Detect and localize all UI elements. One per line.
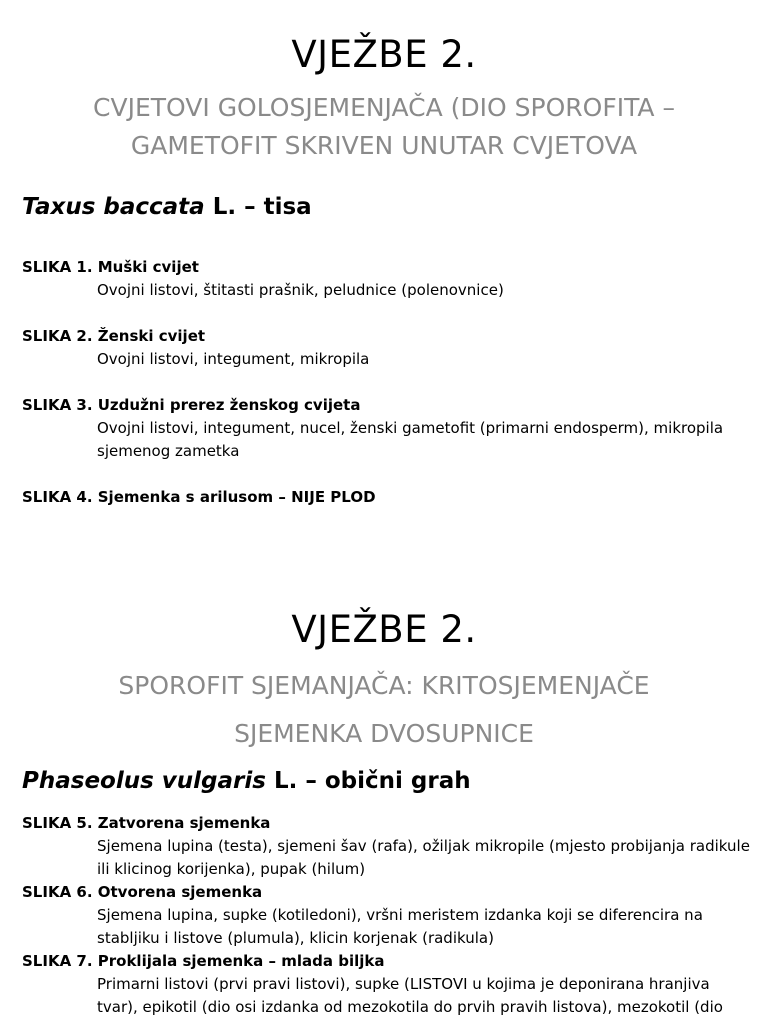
subtitle-line: SPOROFIT SJEMANJAČA: KRITOSJEMENJAČE — [118, 671, 650, 700]
figure-description: Sjemena lupina, supke (kotiledoni), vršni meristem izdanka koji se diferencira na stabljiku i listove (plumula), klicin korjenak (radikula) — [97, 906, 703, 947]
figure-description: Ovojni listovi, integument, nucel, ženski gametofit (primarni endosperm), mikropila sjemenog zametka — [97, 419, 724, 460]
subtitle-line: GAMETOFIT SKRIVEN UNUTAR CVJETOVA — [130, 131, 638, 160]
species-heading — [22, 766, 471, 796]
species-latin-name: Phaseolus vulgaris — [22, 768, 266, 794]
species-heading — [22, 192, 312, 222]
figure-label: SLIKA 4. Sjemenka s arilusom – NIJE PLOD — [22, 488, 376, 506]
figure-description: Sjemena lupina (testa), sjemeni šav (rafa), ožiljak mikropile (mjesto probijanja radikule ili klicinog korijenka), pupak (hilum) — [97, 837, 750, 878]
figure-entry-6 — [22, 881, 752, 950]
figure-label: SLIKA 7. Proklijala sjemenka – mlada biljka — [22, 952, 385, 970]
species-latin-name: Taxus baccata — [22, 194, 205, 220]
figure-entry-7 — [22, 950, 752, 1019]
species-common-name: L. – tisa — [204, 194, 312, 220]
figure-entry-1 — [22, 256, 752, 302]
slide-subtitle — [20, 662, 748, 758]
subtitle-line: SJEMENKA DVOSUPNICE — [234, 719, 534, 748]
figure-description: Ovojni listovi, integument, mikropila — [97, 350, 370, 368]
figure-label: SLIKA 2. Ženski cvijet — [22, 327, 206, 345]
figure-entry-2 — [22, 325, 752, 371]
slide-title: VJEŽBE 2. — [291, 33, 477, 76]
figure-label: SLIKA 1. Muški cvijet — [22, 258, 199, 276]
figure-entry-5 — [22, 812, 752, 881]
slide-subtitle — [20, 89, 748, 165]
figure-description: Ovojni listovi, štitasti prašnik, peludnice (polenovnice) — [97, 281, 504, 299]
slide-title: VJEŽBE 2. — [291, 608, 477, 651]
figure-label: SLIKA 5. Zatvorena sjemenka — [22, 814, 271, 832]
figure-entry-3 — [22, 394, 752, 463]
figure-entry-4 — [22, 486, 752, 509]
figure-label: SLIKA 3. Uzdužni prerez ženskog cvijeta — [22, 396, 361, 414]
slide-2 — [0, 585, 768, 1024]
subtitle-line: CVJETOVI GOLOSJEMENJAČA (DIO SPOROFITA – — [93, 93, 675, 122]
figure-label: SLIKA 6. Otvorena sjemenka — [22, 883, 263, 901]
species-common-name: L. – obični grah — [265, 768, 471, 794]
figure-description: Primarni listovi (prvi pravi listovi), supke (LISTOVI u kojima je deponirana hranjiva tvar), epikotil (dio osi izdanka od mezokotila do prvih pravih listova), mezokotil (dio — [97, 975, 723, 1016]
